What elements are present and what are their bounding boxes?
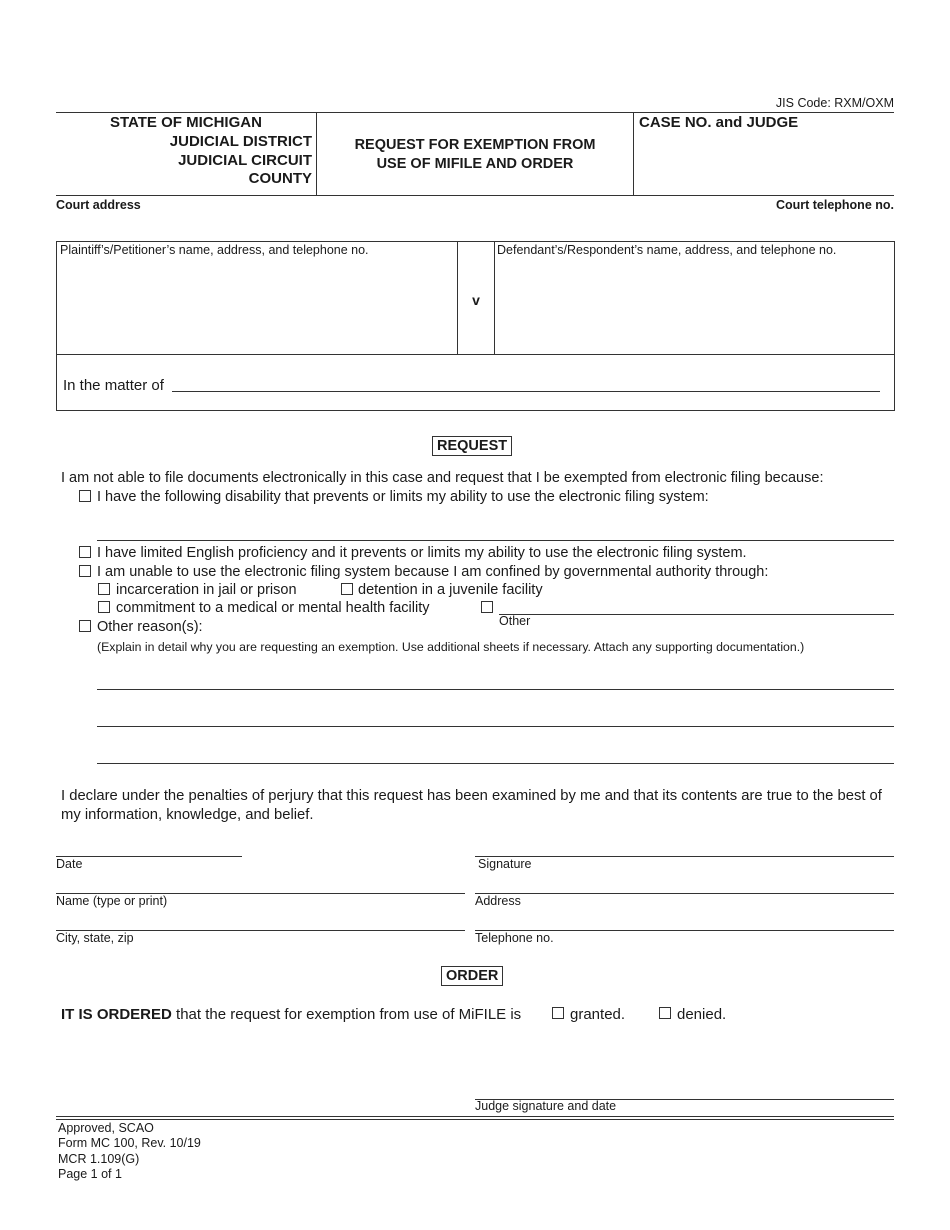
state-name: STATE OF MICHIGAN: [110, 114, 262, 131]
versus-mark: v: [472, 292, 480, 308]
header-top-rule: [56, 112, 894, 113]
commitment-checkbox[interactable]: [98, 601, 110, 613]
telephone-label: Telephone no.: [475, 931, 554, 945]
english-label: I have limited English proficiency and it prevents or limits my ability to use the electronic filing system.: [97, 545, 747, 561]
other-reason-label: Other reason(s):: [97, 619, 203, 635]
plaintiff-field[interactable]: [60, 262, 452, 350]
incarceration-label: incarceration in jail or prison: [116, 582, 297, 598]
header-bottom-rule: [56, 195, 894, 196]
footer-rule-top: [56, 1116, 894, 1117]
footer-rule-bottom: [56, 1119, 894, 1120]
confined-other-field[interactable]: [499, 614, 894, 615]
header-divider-left: [316, 112, 317, 195]
form-title-line-1: REQUEST FOR EXEMPTION FROM: [354, 137, 596, 153]
english-checkbox[interactable]: [79, 546, 91, 558]
matter-label: In the matter of: [63, 377, 164, 394]
form-info: [58, 1121, 201, 1182]
order-heading: ORDER: [441, 966, 503, 986]
address-label: Address: [475, 894, 521, 908]
date-label: Date: [56, 857, 83, 871]
other-reason-checkbox[interactable]: [79, 620, 91, 632]
commitment-label: commitment to a medical or mental health facility: [116, 600, 430, 616]
county: COUNTY: [248, 170, 312, 188]
confined-other-label: Other: [499, 614, 531, 628]
explain-line-3[interactable]: [97, 763, 894, 764]
date-field[interactable]: [56, 856, 242, 857]
order-statement: [61, 1006, 521, 1023]
form-number: Form MC 100, Rev. 10/19: [58, 1136, 201, 1151]
perjury-declaration: I declare under the penalties of perjury that this request has been examined by me and that its contents are true to the best of my information, knowledge, and belief.: [61, 788, 882, 823]
juvenile-checkbox[interactable]: [341, 583, 353, 595]
granted-checkbox[interactable]: [552, 1007, 564, 1019]
state-block: [60, 114, 312, 189]
city-label: City, state, zip: [56, 931, 134, 945]
explain-line-1[interactable]: [97, 689, 894, 690]
approved-line: Approved, SCAO: [58, 1121, 154, 1135]
defendant-label: Defendant’s/Respondent’s name, address, and telephone no.: [497, 243, 837, 257]
confined-other-checkbox[interactable]: [481, 601, 493, 613]
case-no-field[interactable]: [640, 134, 892, 192]
granted-label: granted.: [570, 1006, 626, 1023]
confined-checkbox[interactable]: [79, 565, 91, 577]
order-statement-text: that the request for exemption from use of MiFILE is: [176, 1006, 522, 1023]
request-heading: REQUEST: [432, 436, 512, 456]
page-number: Page 1 of 1: [58, 1166, 122, 1181]
denied-label: denied.: [677, 1006, 727, 1023]
judge-signature-label: Judge signature and date: [475, 1099, 617, 1113]
defendant-field[interactable]: [497, 262, 889, 350]
jis-code: JIS Code: RXM/OXM: [775, 96, 894, 110]
case-no-label: CASE NO. and JUDGE: [639, 114, 799, 131]
address-field[interactable]: [475, 893, 894, 894]
explain-note: (Explain in detail why you are requesting an exemption. Use additional sheets if necessary. Attach any supporting documentation.): [97, 640, 805, 654]
plaintiff-label: Plaintiff’s/Petitioner’s name, address, and telephone no.: [60, 243, 369, 257]
juvenile-label: detention in a juvenile facility: [358, 582, 543, 598]
incarceration-checkbox[interactable]: [98, 583, 110, 595]
confined-label: I am unable to use the electronic filing system because I am confined by governmental authority through:: [97, 564, 769, 580]
parties-mid-rule: [56, 354, 894, 355]
signature-field[interactable]: [475, 856, 894, 857]
parties-divider-right: [494, 241, 495, 354]
court-address-label: Court address: [56, 198, 141, 212]
form-title: [318, 136, 632, 174]
denied-checkbox[interactable]: [659, 1007, 671, 1019]
form-title-line-2: USE OF MIFILE AND ORDER: [376, 156, 574, 172]
order-statement-bold: IT IS ORDERED: [61, 1006, 172, 1023]
judicial-district: JUDICIAL DISTRICT: [169, 132, 312, 150]
judicial-circuit: JUDICIAL CIRCUIT: [178, 151, 312, 169]
name-label: Name (type or print): [56, 894, 168, 908]
court-rule: MCR 1.109(G): [58, 1151, 140, 1166]
disability-field[interactable]: [97, 540, 894, 541]
explain-line-2[interactable]: [97, 726, 894, 727]
header-divider-right: [633, 112, 634, 195]
request-intro: I am not able to file documents electronically in this case and request that I be exempted from electronic filing because:: [61, 470, 824, 486]
court-telephone-label: Court telephone no.: [775, 198, 894, 212]
signature-label: Signature: [478, 857, 532, 871]
matter-field[interactable]: [172, 391, 880, 392]
disability-checkbox[interactable]: [79, 490, 91, 502]
disability-label: I have the following disability that prevents or limits my ability to use the electronic filing system:: [97, 489, 709, 505]
